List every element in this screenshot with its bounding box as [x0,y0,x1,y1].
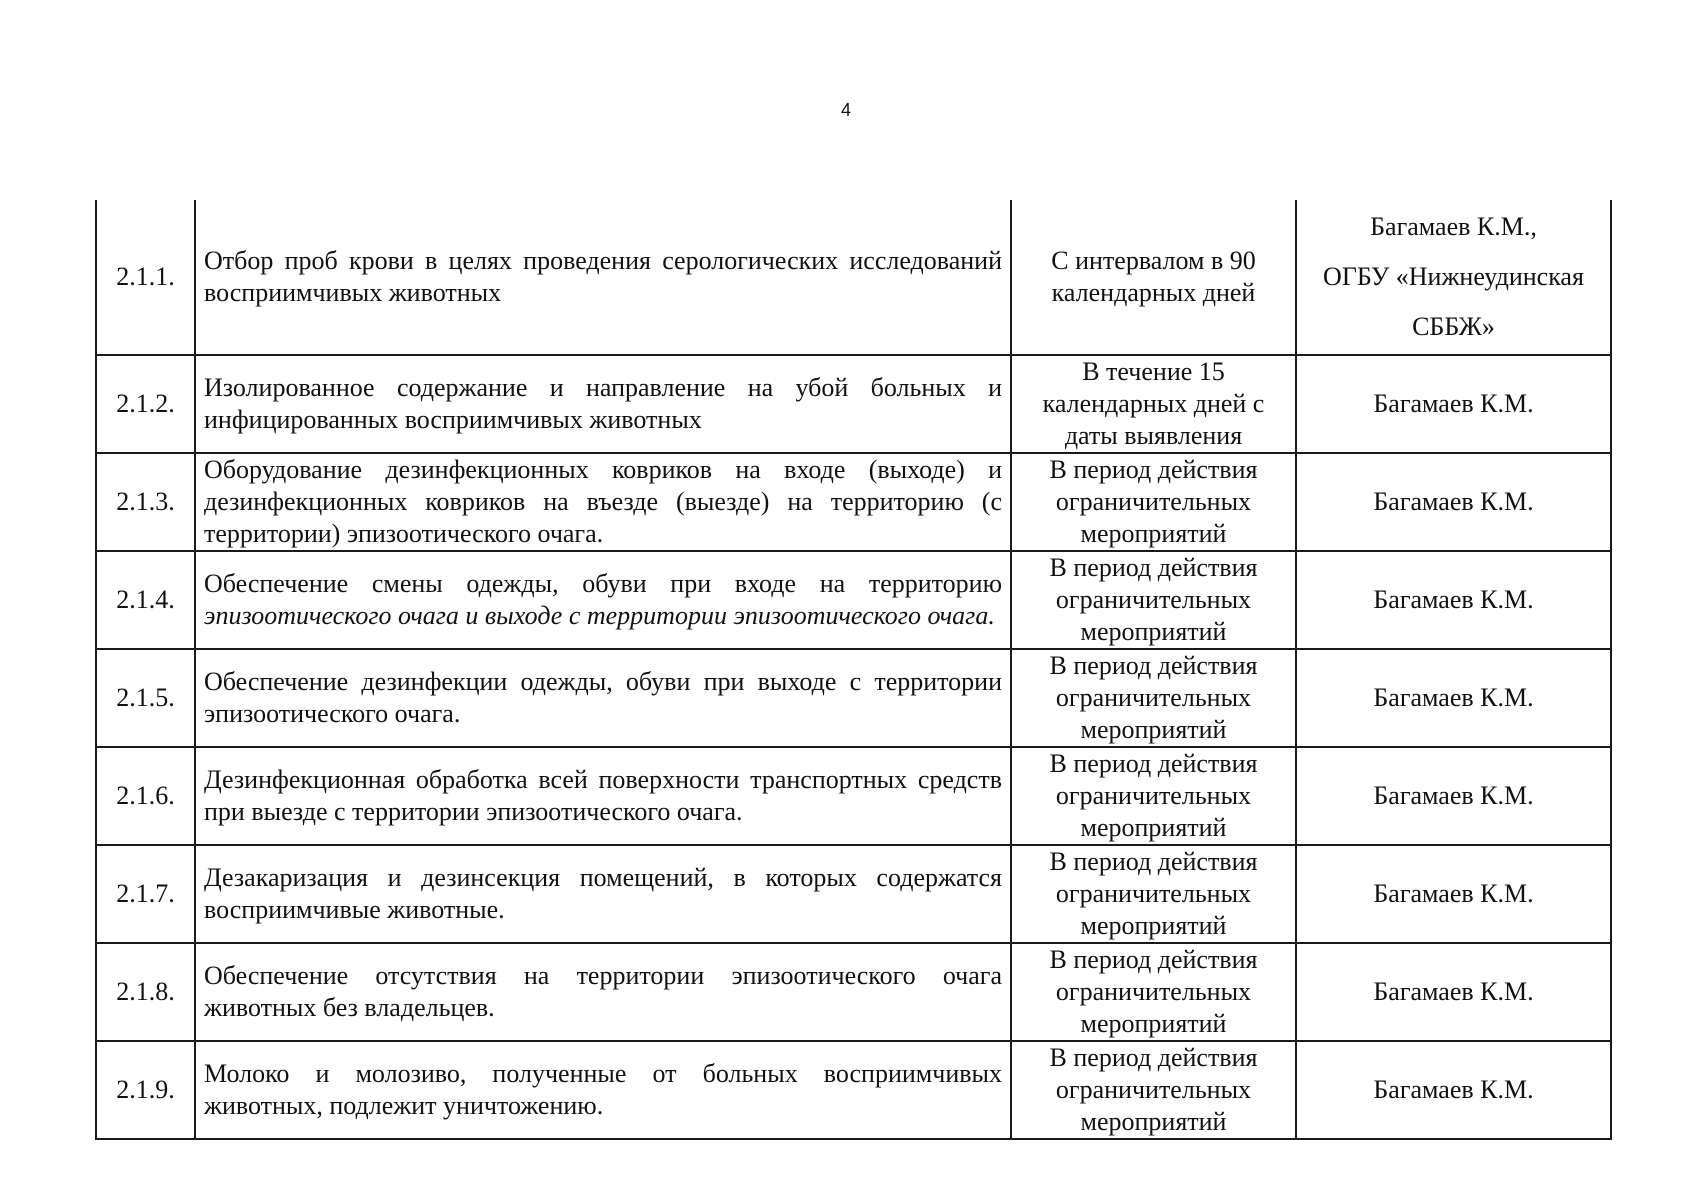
item-number: 2.1.8. [96,943,195,1041]
table-row [96,1041,1611,1139]
measures-table [95,200,1612,1140]
item-number: 2.1.5. [96,649,195,747]
measure-term: В период действия ограничительных мероприятий [1011,649,1296,747]
measure-description: Дезинфекционная обработка всей поверхности транспортных средств при выезде с территории эпизоотического очага. [195,747,1011,845]
measure-term: В период действия ограничительных мероприятий [1011,1041,1296,1139]
item-number: 2.1.2. [96,355,195,453]
responsible-party: Багамаев К.М. [1296,453,1611,551]
item-number: 2.1.3. [96,453,195,551]
responsible-party: Багамаев К.М. [1296,649,1611,747]
responsible-party: Багамаев К.М. [1296,943,1611,1041]
measure-description: Обеспечение отсутствия на территории эпизоотического очага животных без владельцев. [195,943,1011,1041]
measure-term: В период действия ограничительных мероприятий [1011,943,1296,1041]
measure-description: Оборудование дезинфекционных ковриков на входе (выходе) и дезинфекционных ковриков на въезде (выезде) на территорию (с территории) эпизоотического очага. [195,453,1011,551]
table-row [96,200,1611,355]
responsible-party: Багамаев К.М. [1296,355,1611,453]
page-number: 4 [840,100,851,120]
table-row [96,943,1611,1041]
table-row [96,453,1611,551]
measure-term: В период действия ограничительных мероприятий [1011,747,1296,845]
responsible-party: Багамаев К.М. [1296,747,1611,845]
measure-description: Обеспечение дезинфекции одежды, обуви при выходе с территории эпизоотического очага. [195,649,1011,747]
table-row [96,551,1611,649]
measure-term: В период действия ограничительных мероприятий [1011,453,1296,551]
measure-description: Изолированное содержание и направление на убой больных и инфицированных восприимчивых животных [195,355,1011,453]
responsible-party: Багамаев К.М. [1296,1041,1611,1139]
measure-description-part: Обеспечение смены одежды, обуви при входе на территорию [204,569,1002,598]
measure-term: В период действия ограничительных мероприятий [1011,551,1296,649]
responsible-party [1296,200,1611,355]
measure-description: Молоко и молозиво, полученные от больных восприимчивых животных, подлежит уничтожению. [195,1041,1011,1139]
measure-description-part-italic: эпизоотического очага и выходе с территории эпизоотического очага. [204,601,995,630]
responsible-line: Багамаев К.М., [1370,212,1537,241]
measure-term: В период действия ограничительных мероприятий [1011,845,1296,943]
table-row [96,649,1611,747]
item-number: 2.1.7. [96,845,195,943]
table-row [96,355,1611,453]
table-row [96,747,1611,845]
measure-description [195,551,1011,649]
responsible-party: Багамаев К.М. [1296,551,1611,649]
responsible-line: ОГБУ «Нижнеудинская [1323,262,1584,291]
measure-description: Отбор проб крови в целях проведения серологических исследований восприимчивых животных [195,200,1011,355]
responsible-party: Багамаев К.М. [1296,845,1611,943]
measure-term: В течение 15 календарных дней с даты выявления [1011,355,1296,453]
item-number: 2.1.4. [96,551,195,649]
measure-description: Дезакаризация и дезинсекция помещений, в которых содержатся восприимчивые животные. [195,845,1011,943]
responsible-line: СББЖ» [1412,312,1495,341]
item-number: 2.1.1. [96,200,195,355]
item-number: 2.1.6. [96,747,195,845]
measure-term: С интервалом в 90 календарных дней [1011,200,1296,355]
table-row [96,845,1611,943]
item-number: 2.1.9. [96,1041,195,1139]
